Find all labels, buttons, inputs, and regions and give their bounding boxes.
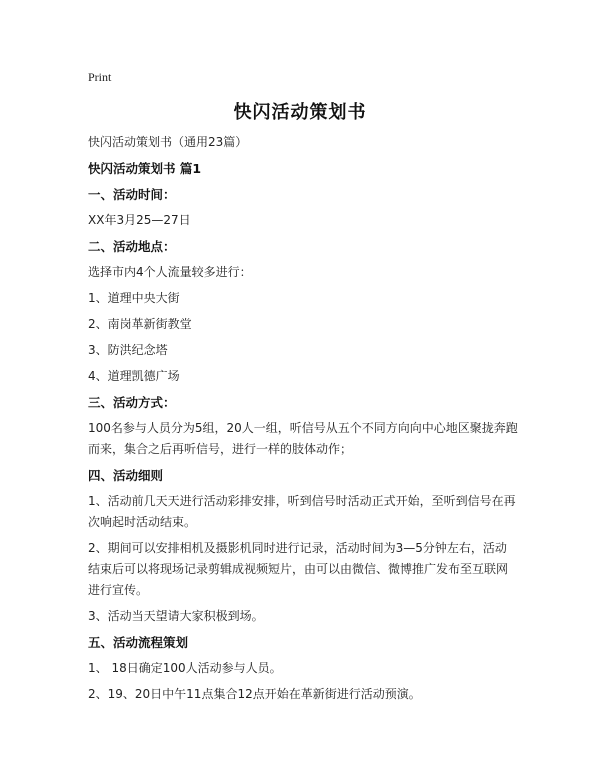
page-title: 快闪活动策划书 (233, 102, 367, 123)
subtitle: 快闪活动策划书（通用23篇） (88, 135, 248, 149)
location-item-4: 4、道理凯德广场 (88, 369, 180, 383)
details-item-2: 2、期间可以安排相机及摄影机同时进行记录，活动时间为3—5分钟左右，活动结束后可以将现场记录剪辑成视频短片，由可以由微信、微博推广发布至互联网进行宣传。 (88, 541, 509, 597)
heading-details: 四、活动细则 (88, 468, 164, 483)
method-text: 100名参与人员分为5组，20人一组，听信号从五个不同方向向中心地区聚拢奔跑而来，集合之后再听信号，进行一样的肢体动作； (88, 421, 518, 456)
document-body (88, 132, 518, 710)
flow-item-1: 1、 18日确定100人活动参与人员。 (88, 661, 282, 675)
details-item-3: 3、活动当天望请大家积极到场。 (88, 609, 264, 623)
details-item-1: 1、活动前几天天进行活动彩排安排，听到信号时活动正式开始，至听到信号在再次响起时活动结束。 (88, 494, 516, 529)
heading-method: 三、活动方式： (88, 395, 176, 410)
print-label: Print (88, 70, 112, 84)
heading-flow: 五、活动流程策划 (88, 635, 189, 650)
location-intro: 选择市内4个人流量较多进行： (88, 265, 252, 279)
location-item-1: 1、道理中央大街 (88, 291, 180, 305)
heading-time: 一、活动时间： (88, 187, 176, 202)
heading-location: 二、活动地点： (88, 239, 176, 254)
location-item-3: 3、防洪纪念塔 (88, 343, 168, 357)
section-heading-1: 快闪活动策划书 篇1 (88, 161, 202, 176)
flow-item-2: 2、19、20日中午11点集合12点开始在革新街进行活动预演。 (88, 687, 421, 701)
time-value: XX年3月25—27日 (88, 213, 191, 227)
location-item-2: 2、南岗革新街教堂 (88, 317, 192, 331)
